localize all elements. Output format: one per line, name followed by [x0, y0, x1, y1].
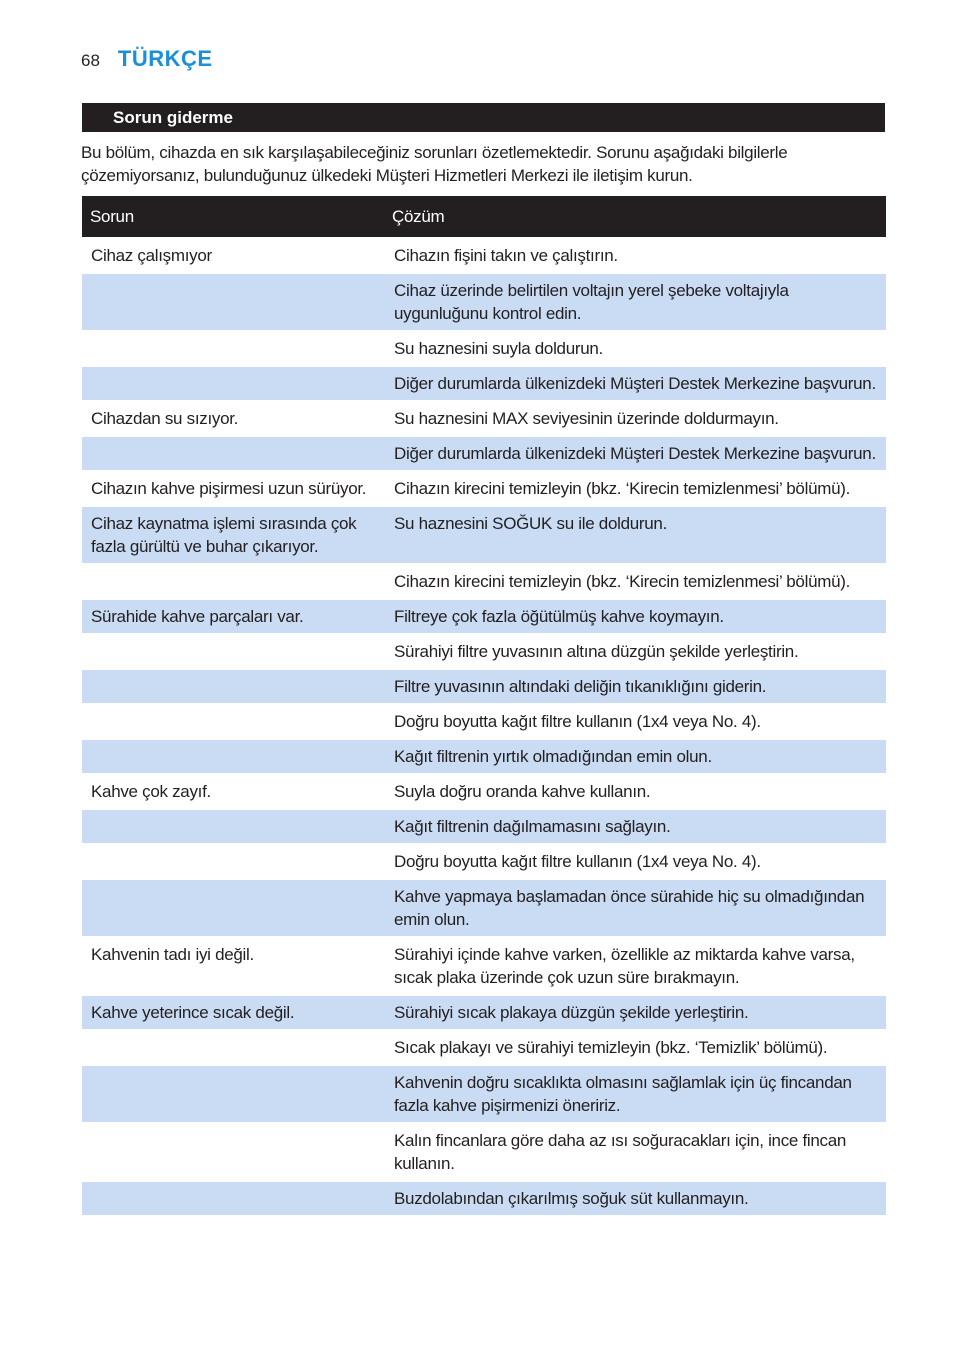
solution-cell: Cihazın kirecini temizleyin (bkz. ‘Kirecin temizlenmesi’ bölümü). [384, 471, 886, 506]
problem-cell [82, 436, 384, 471]
table-row [82, 634, 886, 669]
table-body [82, 238, 886, 1215]
problem-cell: Cihaz çalışmıyor [82, 238, 384, 273]
page-number: 68 [81, 51, 100, 70]
header-solution: Çözüm [384, 196, 886, 238]
problem-cell: Kahve çok zayıf. [82, 774, 384, 809]
solution-cell: Cihaz üzerinde belirtilen voltajın yerel şebeke voltajıyla uygunluğunu kontrol edin. [384, 273, 886, 331]
solution-cell: Suyla doğru oranda kahve kullanın. [384, 774, 886, 809]
solution-cell: Su haznesini suyla doldurun. [384, 331, 886, 366]
solution-cell: Su haznesini SOĞUK su ile doldurun. [384, 506, 886, 564]
problem-cell: Sürahide kahve parçaları var. [82, 599, 384, 634]
problem-cell [82, 809, 384, 844]
problem-cell: Kahve yeterince sıcak değil. [82, 995, 384, 1030]
solution-cell: Sıcak plakayı ve sürahiyi temizleyin (bkz. ‘Temizlik’ bölümü). [384, 1030, 886, 1065]
solution-cell: Buzdolabından çıkarılmış soğuk süt kullanmayın. [384, 1181, 886, 1215]
table-row [82, 471, 886, 506]
problem-cell [82, 879, 384, 937]
table-row [82, 564, 886, 599]
problem-cell: Cihazın kahve pişirmesi uzun sürüyor. [82, 471, 384, 506]
solution-cell: Su haznesini MAX seviyesinin üzerinde doldurmayın. [384, 401, 886, 436]
table-row [82, 599, 886, 634]
table-row [82, 995, 886, 1030]
problem-cell: Kahvenin tadı iyi değil. [82, 937, 384, 995]
solution-cell: Kağıt filtrenin dağılmamasını sağlayın. [384, 809, 886, 844]
solution-cell: Sürahiyi sıcak plakaya düzgün şekilde yerleştirin. [384, 995, 886, 1030]
solution-cell: Doğru boyutta kağıt filtre kullanın (1x4 veya No. 4). [384, 844, 886, 879]
problem-cell: Cihaz kaynatma işlemi sırasında çok fazla gürültü ve buhar çıkarıyor. [82, 506, 384, 564]
table-row [82, 331, 886, 366]
table-header-row [82, 196, 886, 238]
problem-cell [82, 739, 384, 774]
table-row [82, 669, 886, 704]
table-row [82, 401, 886, 436]
table-row [82, 774, 886, 809]
solution-cell: Filtreye çok fazla öğütülmüş kahve koymayın. [384, 599, 886, 634]
problem-cell [82, 669, 384, 704]
solution-cell: Diğer durumlarda ülkenizdeki Müşteri Destek Merkezine başvurun. [384, 366, 886, 401]
table-row [82, 436, 886, 471]
solution-cell: Filtre yuvasının altındaki deliğin tıkanıklığını giderin. [384, 669, 886, 704]
solution-cell: Kalın fincanlara göre daha az ısı soğuracakları için, ince fincan kullanın. [384, 1123, 886, 1181]
problem-cell [82, 1030, 384, 1065]
solution-cell: Kahvenin doğru sıcaklıkta olmasını sağlamlak için üç fincandan fazla kahve pişirmenizi öneririz. [384, 1065, 886, 1123]
problem-cell [82, 273, 384, 331]
section-intro: Bu bölüm, cihazda en sık karşılaşabileceğiniz sorunları özetlemektedir. Sorunu aşağıdaki bilgilerle çözemiyorsanız, bulunduğunuz ülkedeki Müşteri Hizmetleri Merkezi ile iletişim kurun. [81, 143, 788, 185]
table-row [82, 273, 886, 331]
table-row [82, 1181, 886, 1215]
problem-cell [82, 844, 384, 879]
troubleshooting-table [82, 196, 886, 1215]
table-row [82, 238, 886, 273]
solution-cell: Diğer durumlarda ülkenizdeki Müşteri Destek Merkezine başvurun. [384, 436, 886, 471]
solution-cell: Sürahiyi içinde kahve varken, özellikle az miktarda kahve varsa, sıcak plaka üzerinde çok uzun süre bırakmayın. [384, 937, 886, 995]
problem-cell [82, 1065, 384, 1123]
header-problem: Sorun [82, 196, 384, 238]
table-row [82, 739, 886, 774]
problem-cell [82, 564, 384, 599]
solution-cell: Doğru boyutta kağıt filtre kullanın (1x4 veya No. 4). [384, 704, 886, 739]
solution-cell: Sürahiyi filtre yuvasının altına düzgün şekilde yerleştirin. [384, 634, 886, 669]
table-row [82, 809, 886, 844]
table-row [82, 506, 886, 564]
solution-cell: Cihazın kirecini temizleyin (bkz. ‘Kirecin temizlenmesi’ bölümü). [384, 564, 886, 599]
solution-cell: Kağıt filtrenin yırtık olmadığından emin olun. [384, 739, 886, 774]
page-header [81, 46, 213, 76]
table-row [82, 844, 886, 879]
table-row [82, 1065, 886, 1123]
table-row [82, 879, 886, 937]
solution-cell: Cihazın fişini takın ve çalıştırın. [384, 238, 886, 273]
problem-cell [82, 331, 384, 366]
table-row [82, 1030, 886, 1065]
problem-cell [82, 1123, 384, 1181]
language-title: TÜRKÇE [117, 46, 213, 71]
table-row [82, 937, 886, 995]
section-title: Sorun giderme [82, 103, 885, 132]
problem-cell: Cihazdan su sızıyor. [82, 401, 384, 436]
table-row [82, 1123, 886, 1181]
table-row [82, 366, 886, 401]
problem-cell [82, 704, 384, 739]
problem-cell [82, 634, 384, 669]
problem-cell [82, 1181, 384, 1215]
table-row [82, 704, 886, 739]
problem-cell [82, 366, 384, 401]
solution-cell: Kahve yapmaya başlamadan önce sürahide hiç su olmadığından emin olun. [384, 879, 886, 937]
